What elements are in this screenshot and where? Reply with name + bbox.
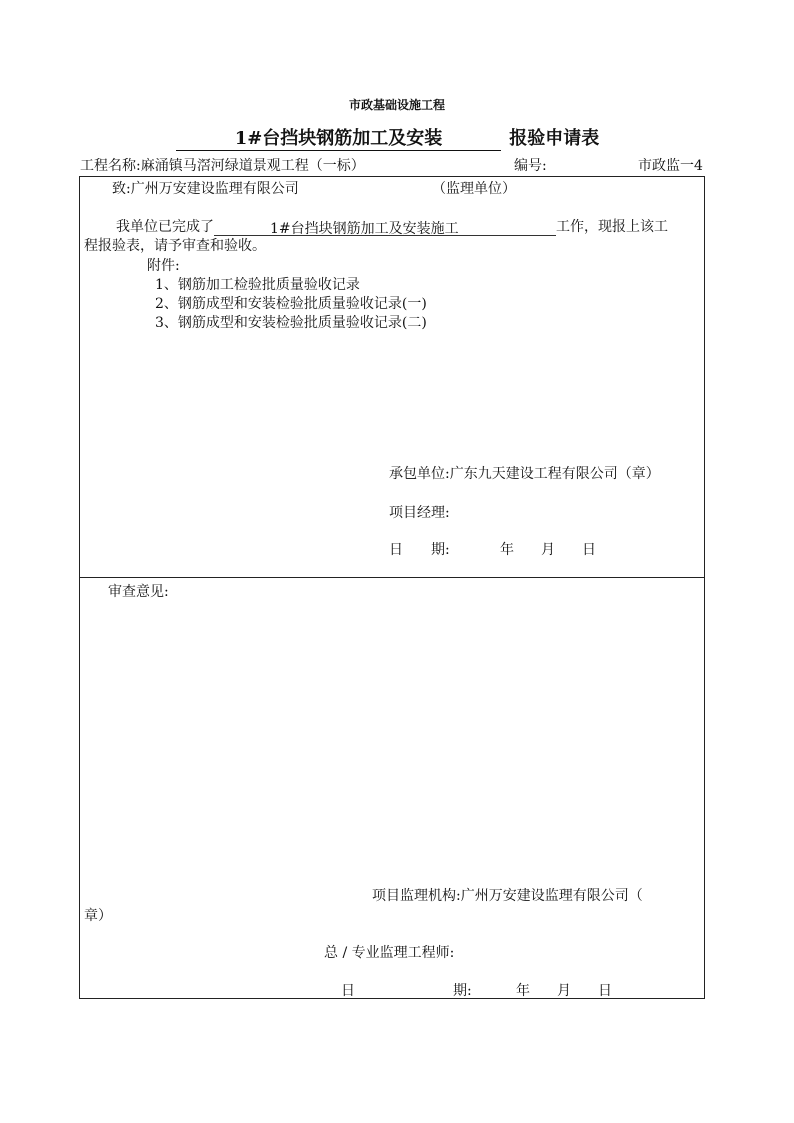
contractor-label: 承包单位: xyxy=(389,466,450,482)
contractor-row xyxy=(389,463,660,483)
supervision-org-seal: 章） xyxy=(84,908,112,924)
review-date-year: 年 xyxy=(516,983,530,999)
review-date-label: 期: xyxy=(453,983,472,999)
contractor-date-year: 年 xyxy=(500,542,514,558)
supervising-engineer-label: 总 / 专业监理工程师: xyxy=(324,945,455,961)
body-prefix: 我单位已完成了 xyxy=(116,219,214,235)
body-suffix: 工作，现报上该工 xyxy=(556,219,668,235)
title-suffix: 报验申请表 xyxy=(509,128,600,149)
section-divider xyxy=(80,577,704,578)
contractor-date-month: 月 xyxy=(541,542,555,558)
supervisor-role: （监理单位） xyxy=(432,181,516,197)
attachment-item-1: 1、钢筋加工检验批质量验收记录 xyxy=(155,277,360,293)
attachments-label: 附件: xyxy=(147,258,180,274)
form-body xyxy=(79,176,705,999)
supervision-org-row xyxy=(372,885,643,905)
contractor-date-day: 日 xyxy=(582,542,596,558)
form-category: 市政基础设施工程 xyxy=(348,98,445,112)
review-date-prefix: 日 xyxy=(341,983,355,999)
title-fill: 1#台挡块钢筋加工及安装 xyxy=(176,124,501,151)
number-label: 编号: xyxy=(514,158,547,174)
addressee-row xyxy=(112,178,299,198)
to-label: 致: xyxy=(112,181,131,197)
review-opinion-label: 审查意见: xyxy=(108,584,169,600)
review-date-day: 日 xyxy=(598,983,612,999)
supervision-org-name: 广州万安建设监理有限公司（ xyxy=(460,888,643,904)
number-value: 市政监一4 xyxy=(638,158,703,174)
project-label: 工程名称: xyxy=(80,158,141,174)
supervisor-name: 广州万安建设监理有限公司 xyxy=(130,181,299,197)
supervision-org-label: 项目监理机构: xyxy=(372,888,461,904)
project-manager-label: 项目经理: xyxy=(389,505,450,521)
body-line-2: 程报验表，请予审查和验收。 xyxy=(84,238,266,254)
project-name-row xyxy=(80,155,365,175)
contractor-name: 广东九天建设工程有限公司（章） xyxy=(449,466,660,482)
review-date-month: 月 xyxy=(557,983,571,999)
project-name: 麻涌镇马滘河绿道景观工程（一标） xyxy=(140,158,365,174)
work-item: 1#台挡块钢筋加工及安装施工 xyxy=(214,218,556,236)
form-title xyxy=(176,124,599,151)
attachment-item-3: 3、钢筋成型和安装检验批质量验收记录(二) xyxy=(155,315,427,331)
attachment-item-2: 2、钢筋成型和安装检验批质量验收记录(一) xyxy=(155,296,427,312)
body-line-1 xyxy=(116,216,668,236)
contractor-date-label: 日 期: xyxy=(389,542,450,558)
